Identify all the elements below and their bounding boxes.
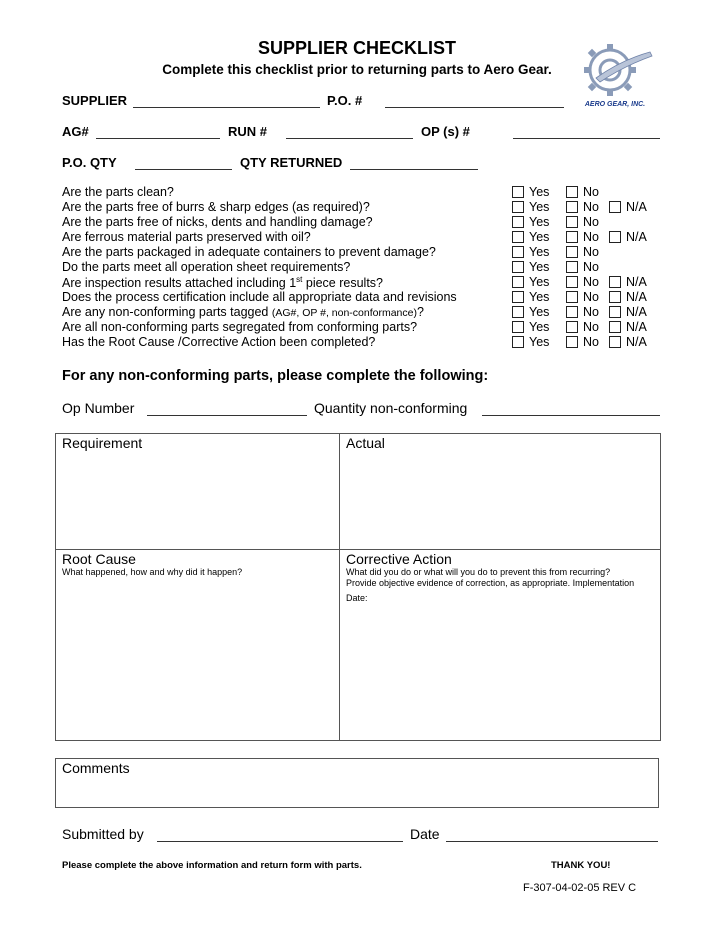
yes-option-label: Yes bbox=[529, 230, 550, 244]
no-option-label: No bbox=[583, 230, 599, 244]
po-field[interactable] bbox=[385, 107, 564, 108]
na-option-label: N/A bbox=[626, 320, 647, 334]
root-cause-label: Root Cause bbox=[62, 551, 136, 567]
supplier-field[interactable] bbox=[133, 107, 320, 108]
op-number-field[interactable] bbox=[147, 415, 307, 416]
qty-returned-field[interactable] bbox=[350, 169, 478, 170]
submitted-by-label: Submitted by bbox=[62, 826, 144, 842]
yes-checkbox[interactable] bbox=[512, 201, 524, 213]
quantity-nonconforming-label: Quantity non-conforming bbox=[314, 400, 468, 416]
na-option-label: N/A bbox=[626, 305, 647, 319]
yes-checkbox[interactable] bbox=[512, 186, 524, 198]
yes-option-label: Yes bbox=[529, 185, 550, 199]
no-checkbox[interactable] bbox=[566, 186, 578, 198]
no-option-label: No bbox=[583, 215, 599, 229]
no-checkbox[interactable] bbox=[566, 231, 578, 243]
actual-field[interactable] bbox=[340, 452, 660, 548]
no-checkbox[interactable] bbox=[566, 336, 578, 348]
ag-label: AG# bbox=[62, 124, 89, 139]
no-option-label: No bbox=[583, 335, 599, 349]
no-checkbox[interactable] bbox=[566, 291, 578, 303]
na-checkbox[interactable] bbox=[609, 306, 621, 318]
requirement-field[interactable] bbox=[56, 452, 338, 548]
supplier-label: SUPPLIER bbox=[62, 93, 128, 108]
no-checkbox[interactable] bbox=[566, 201, 578, 213]
requirement-label: Requirement bbox=[62, 435, 143, 451]
yes-option-label: Yes bbox=[529, 260, 550, 274]
date-label: Date bbox=[410, 826, 440, 842]
footer-instruction: Please complete the above information and return form with parts. bbox=[62, 860, 362, 871]
yes-option-label: Yes bbox=[529, 305, 550, 319]
no-checkbox[interactable] bbox=[566, 261, 578, 273]
na-option-label: N/A bbox=[626, 275, 647, 289]
no-option-label: No bbox=[583, 200, 599, 214]
yes-checkbox[interactable] bbox=[512, 216, 524, 228]
ag-field[interactable] bbox=[96, 138, 220, 139]
date-field[interactable] bbox=[446, 841, 658, 842]
po-qty-field[interactable] bbox=[135, 169, 232, 170]
question-text: Are the parts packaged in adequate containers to prevent damage? bbox=[62, 245, 436, 259]
no-option-label: No bbox=[583, 245, 599, 259]
logo-text: AERO GEAR, INC. bbox=[584, 101, 646, 108]
yes-checkbox[interactable] bbox=[512, 336, 524, 348]
na-checkbox[interactable] bbox=[609, 231, 621, 243]
po-label: P.O. # bbox=[327, 93, 363, 108]
na-checkbox[interactable] bbox=[609, 321, 621, 333]
yes-option-label: Yes bbox=[529, 215, 550, 229]
na-checkbox[interactable] bbox=[609, 291, 621, 303]
no-option-label: No bbox=[583, 305, 599, 319]
no-option-label: No bbox=[583, 320, 599, 334]
question-text bbox=[62, 305, 424, 319]
no-checkbox[interactable] bbox=[566, 306, 578, 318]
nonconforming-heading: For any non-conforming parts, please complete the following: bbox=[62, 368, 489, 384]
question-text: Are the parts free of burrs & sharp edges (as required)? bbox=[62, 200, 370, 214]
yes-option-label: Yes bbox=[529, 275, 550, 289]
no-option-label: No bbox=[583, 260, 599, 274]
na-checkbox[interactable] bbox=[609, 201, 621, 213]
question-note: (AG#, OP #, non-conformance) bbox=[271, 307, 417, 319]
no-checkbox[interactable] bbox=[566, 216, 578, 228]
yes-checkbox[interactable] bbox=[512, 231, 524, 243]
yes-option-label: Yes bbox=[529, 200, 550, 214]
na-checkbox[interactable] bbox=[609, 276, 621, 288]
comments-label: Comments bbox=[62, 760, 130, 776]
question-text: Does the process certification include all appropriate data and revisions bbox=[62, 290, 457, 304]
na-option-label: N/A bbox=[626, 200, 647, 214]
na-checkbox[interactable] bbox=[609, 336, 621, 348]
run-label: RUN # bbox=[228, 124, 268, 139]
thank-you: THANK YOU! bbox=[551, 860, 611, 871]
quantity-nonconforming-field[interactable] bbox=[482, 415, 660, 416]
qty-returned-label: QTY RETURNED bbox=[240, 155, 343, 170]
question-text: Are the parts clean? bbox=[62, 185, 174, 199]
na-option-label: N/A bbox=[626, 230, 647, 244]
page-title: SUPPLIER CHECKLIST bbox=[257, 38, 457, 58]
yes-checkbox[interactable] bbox=[512, 306, 524, 318]
root-cause-note: What happened, how and why did it happen? bbox=[62, 567, 243, 577]
question-text-part: ? bbox=[416, 305, 424, 319]
question-text: Has the Root Cause /Corrective Action been completed? bbox=[62, 335, 376, 349]
form-number: F-307-04-02-05 REV C bbox=[523, 882, 637, 894]
actual-label: Actual bbox=[346, 435, 385, 451]
submitted-by-field[interactable] bbox=[157, 841, 403, 842]
root-cause-field[interactable] bbox=[56, 582, 338, 740]
question-text: Do the parts meet all operation sheet requirements? bbox=[62, 260, 351, 274]
run-field[interactable] bbox=[286, 138, 413, 139]
ordinal-superscript: st bbox=[296, 275, 303, 284]
yes-checkbox[interactable] bbox=[512, 291, 524, 303]
question-text-part: piece results? bbox=[302, 276, 384, 291]
yes-option-label: Yes bbox=[529, 335, 550, 349]
no-checkbox[interactable] bbox=[566, 321, 578, 333]
yes-option-label: Yes bbox=[529, 245, 550, 259]
corrective-action-field[interactable] bbox=[340, 606, 660, 740]
corrective-note-1: What did you do or what will you do to prevent this from recurring? bbox=[346, 567, 611, 577]
no-checkbox[interactable] bbox=[566, 246, 578, 258]
na-option-label: N/A bbox=[626, 290, 647, 304]
yes-checkbox[interactable] bbox=[512, 321, 524, 333]
na-option-label: N/A bbox=[626, 335, 647, 349]
yes-checkbox[interactable] bbox=[512, 246, 524, 258]
question-text bbox=[62, 275, 383, 290]
page-subtitle: Complete this checklist prior to returning parts to Aero Gear. bbox=[162, 62, 552, 77]
corrective-action-label: Corrective Action bbox=[346, 551, 452, 567]
no-option-label: No bbox=[583, 185, 599, 199]
comments-box[interactable] bbox=[55, 758, 659, 808]
question-text-part: Are inspection results attached including 1 bbox=[62, 276, 297, 291]
op-field[interactable] bbox=[513, 138, 660, 139]
question-text: Are ferrous material parts preserved with oil? bbox=[62, 230, 311, 244]
no-option-label: No bbox=[583, 275, 599, 289]
question-text-part: Are any non-conforming parts tagged bbox=[62, 305, 272, 319]
op-label: OP (s) # bbox=[421, 124, 470, 139]
grid-horizontal-divider bbox=[55, 549, 661, 550]
corrective-note-2: Provide objective evidence of correction, as appropriate. Implementation bbox=[346, 578, 635, 588]
yes-option-label: Yes bbox=[529, 320, 550, 334]
question-text: Are the parts free of nicks, dents and handling damage? bbox=[62, 215, 373, 229]
no-option-label: No bbox=[583, 290, 599, 304]
op-number-label: Op Number bbox=[62, 400, 135, 416]
yes-checkbox[interactable] bbox=[512, 276, 524, 288]
po-qty-label: P.O. QTY bbox=[62, 155, 117, 170]
yes-option-label: Yes bbox=[529, 290, 550, 304]
no-checkbox[interactable] bbox=[566, 276, 578, 288]
gear-logo-icon bbox=[576, 38, 654, 108]
question-text: Are all non-conforming parts segregated from conforming parts? bbox=[62, 320, 418, 334]
yes-checkbox[interactable] bbox=[512, 261, 524, 273]
corrective-date-label: Date: bbox=[346, 593, 368, 603]
